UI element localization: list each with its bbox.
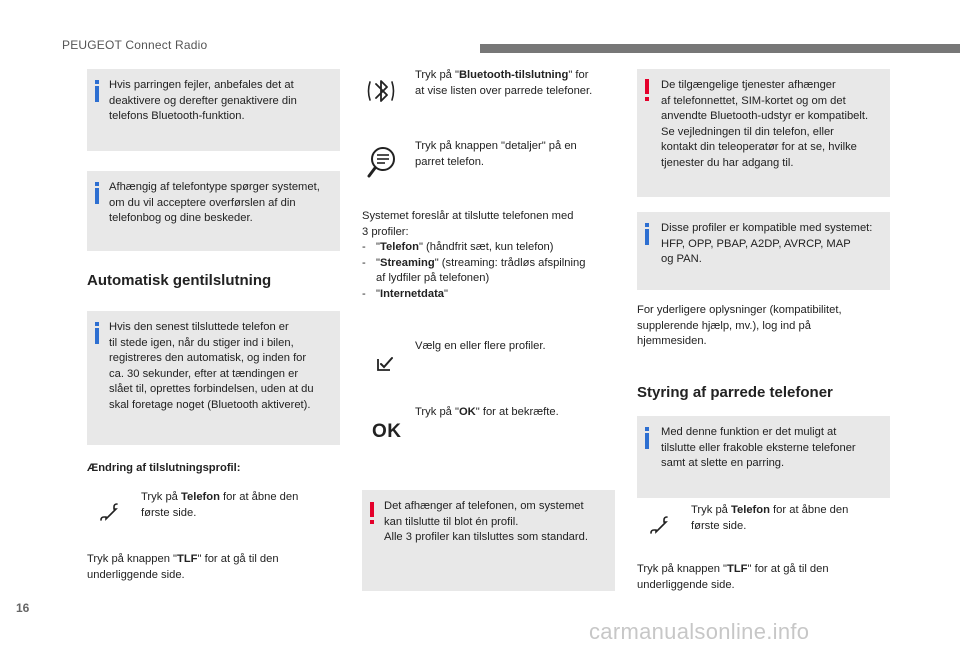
ok-icon: OK: [372, 421, 402, 442]
header-title: PEUGEOT Connect Radio: [62, 38, 208, 52]
step-tlf: Tryk på knappen "TLF" for at gå til den underliggende side.: [637, 563, 829, 591]
profile-item: - "Telefon" (håndfrit sæt, kun telefon): [362, 241, 554, 254]
info-icon: [645, 223, 652, 246]
info-icon: [645, 427, 652, 450]
section-title-auto-reconnect: Automatisk gentilslutning: [87, 272, 272, 289]
warning-note-profiles: [362, 490, 615, 591]
header-bar: [480, 44, 960, 53]
step-open-phone: Tryk på Telefon for at åbne den første side.: [691, 504, 849, 532]
warning-note-services: [637, 69, 890, 197]
details-search-icon: [366, 143, 404, 183]
note-text: Med denne funktion er det muligt at tilslutte eller frakoble eksterne telefoner samt at slette en parring.: [661, 426, 856, 470]
step-details: Tryk på knappen "detaljer" på en parret telefon.: [415, 140, 577, 168]
phone-handset-icon: [97, 500, 121, 524]
more-info-text: For yderligere oplysninger (kompatibilitet, supplerende hjælp, mv.), log ind på hjemmesiden.: [637, 304, 842, 348]
info-icon: [95, 80, 102, 103]
info-note-compatible-profiles: [637, 212, 890, 290]
profiles-list: Systemet foreslår at tilslutte telefonen med 3 profiler: - "Telefon" (håndfrit sæt, kun telefon) - "Streaming" (streaming: trådløs afspilning af lydfiler på telefonen) - "Internetdata": [362, 209, 612, 303]
note-text: Afhængig af telefontype spørger systemet, om du vil acceptere overførslen af din telefonbog og dine beskeder.: [109, 181, 320, 225]
checkbox-check-icon: [376, 356, 394, 372]
info-icon: [95, 322, 102, 345]
warning-icon: [645, 79, 651, 101]
info-note-phonebook: [87, 171, 340, 251]
info-note-auto-reconnect: [87, 311, 340, 445]
info-icon: [95, 182, 102, 205]
section-title-manage-paired: Styring af parrede telefoner: [637, 384, 833, 401]
note-text: Hvis den senest tilsluttede telefon er til stede igen, når du stiger ind i bilen, registreres den automatisk, og inden for ca. 30 sekunder, efter at tændingen er slået til, oprettes forbindelsen, uden at du skal foretage noget (Bluetooth aktiveret).: [109, 321, 314, 411]
step-bluetooth-connection: Tryk på "Bluetooth-tilslutning" for at vise listen over parrede telefoner.: [415, 69, 593, 97]
step-select-profiles: Vælg en eller flere profiler.: [415, 340, 546, 352]
warning-icon: [370, 502, 376, 524]
note-text: Det afhænger af telefonen, om systemet kan tilslutte til blot én profil. Alle 3 profiler kan tilsluttes som standard.: [384, 500, 588, 544]
info-note-pairing: [87, 69, 340, 151]
subheading-profile-change: Ændring af tilslutningsprofil:: [87, 462, 241, 474]
profile-item: - "Internetdata": [362, 287, 448, 300]
info-note-manage: [637, 416, 890, 498]
bluetooth-icon: [365, 74, 399, 110]
step-open-phone: Tryk på Telefon for at åbne den første side.: [141, 491, 299, 519]
step-confirm: Tryk på "OK" for at bekræfte.: [415, 406, 559, 418]
note-text: Disse profiler er kompatible med systemet: HFP, OPP, PBAP, A2DP, AVRCP, MAP og PAN.: [661, 222, 873, 266]
note-text: De tilgængelige tjenester afhænger af telefonnettet, SIM-kortet og om det anvendte Bluetooth-udstyr er kompatibelt. Se vejledningen til din telefon, eller kontakt din teleoperatør for at se, hvilke tjenester du har adgang til.: [661, 79, 869, 169]
phone-handset-icon: [647, 513, 671, 537]
note-text: Hvis parringen fejler, anbefales det at deaktivere og derefter genaktivere din telefons Bluetooth-funktion.: [109, 79, 297, 123]
page-number: 16: [16, 601, 30, 615]
watermark: carmanualsonline.info: [589, 619, 810, 644]
step-tlf: Tryk på knappen "TLF" for at gå til den underliggende side.: [87, 553, 279, 581]
profile-item: - "Streaming" (streaming: trådløs afspilning: [362, 256, 586, 269]
